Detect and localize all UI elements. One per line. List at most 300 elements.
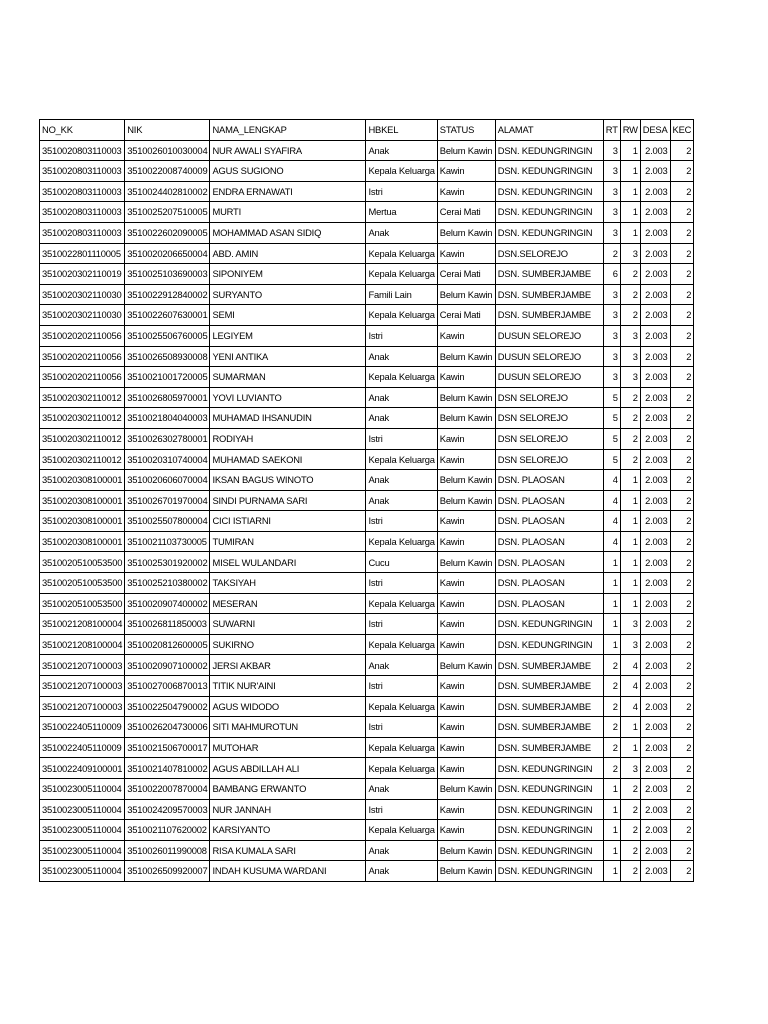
cell-rt: 4 <box>603 470 620 491</box>
cell-hbkel: Kepala Keluarga <box>366 367 437 388</box>
cell-hbkel: Anak <box>366 387 437 408</box>
cell-hbkel: Anak <box>366 779 437 800</box>
cell-rw: 1 <box>620 202 640 223</box>
cell-nik: 3510026508930008 <box>125 346 210 367</box>
spreadsheet-page <box>39 119 694 882</box>
cell-alamat: DSN. SUMBERJAMBE <box>495 737 603 758</box>
cell-hbkel: Istri <box>366 181 437 202</box>
cell-alamat: DUSUN SELOREJO <box>495 346 603 367</box>
cell-alamat: DSN.SELOREJO <box>495 243 603 264</box>
cell-rt: 1 <box>603 593 620 614</box>
cell-nama-lengkap: MURTI <box>210 202 366 223</box>
cell-desa: 2.003 <box>640 367 670 388</box>
cell-nama-lengkap: YENI ANTIKA <box>210 346 366 367</box>
cell-rt: 5 <box>603 449 620 470</box>
cell-hbkel: Famili Lain <box>366 284 437 305</box>
cell-nik: 3510026011990008 <box>125 840 210 861</box>
cell-kec: 2 <box>670 325 694 346</box>
cell-alamat: DSN. KEDUNGRINGIN <box>495 181 603 202</box>
cell-desa: 2.003 <box>640 140 670 161</box>
cell-alamat: DSN. KEDUNGRINGIN <box>495 161 603 182</box>
cell-rt: 1 <box>603 820 620 841</box>
cell-no-kk: 3510020302110012 <box>40 387 125 408</box>
cell-hbkel: Kepala Keluarga <box>366 449 437 470</box>
cell-nik: 3510021804040003 <box>125 408 210 429</box>
cell-no-kk: 3510023005110004 <box>40 861 125 882</box>
cell-rw: 1 <box>620 222 640 243</box>
table-row <box>40 758 694 779</box>
cell-status: Kawin <box>437 449 495 470</box>
cell-kec: 2 <box>670 799 694 820</box>
cell-nik: 3510021001720005 <box>125 367 210 388</box>
table-row <box>40 305 694 326</box>
cell-kec: 2 <box>670 181 694 202</box>
cell-desa: 2.003 <box>640 779 670 800</box>
cell-status: Kawin <box>437 758 495 779</box>
cell-rw: 1 <box>620 552 640 573</box>
cell-hbkel: Anak <box>366 490 437 511</box>
table-row <box>40 284 694 305</box>
cell-no-kk: 3510021207100003 <box>40 696 125 717</box>
cell-rw: 1 <box>620 593 640 614</box>
cell-alamat: DSN. SUMBERJAMBE <box>495 655 603 676</box>
cell-nama-lengkap: ENDRA ERNAWATI <box>210 181 366 202</box>
cell-hbkel: Kepala Keluarga <box>366 264 437 285</box>
cell-rw: 2 <box>620 449 640 470</box>
cell-rt: 1 <box>603 614 620 635</box>
cell-kec: 2 <box>670 367 694 388</box>
cell-nik: 3510026010030004 <box>125 140 210 161</box>
cell-desa: 2.003 <box>640 737 670 758</box>
cell-rt: 1 <box>603 799 620 820</box>
cell-status: Kawin <box>437 676 495 697</box>
cell-status: Belum Kawin <box>437 346 495 367</box>
table-row <box>40 799 694 820</box>
cell-kec: 2 <box>670 346 694 367</box>
cell-hbkel: Mertua <box>366 202 437 223</box>
cell-no-kk: 3510020302110012 <box>40 449 125 470</box>
cell-hbkel: Kepala Keluarga <box>366 758 437 779</box>
cell-no-kk: 3510022405110009 <box>40 737 125 758</box>
cell-hbkel: Anak <box>366 470 437 491</box>
cell-rw: 1 <box>620 573 640 594</box>
cell-no-kk: 3510020202110056 <box>40 325 125 346</box>
cell-kec: 2 <box>670 202 694 223</box>
cell-nik: 3510025506760005 <box>125 325 210 346</box>
cell-rt: 2 <box>603 243 620 264</box>
cell-hbkel: Istri <box>366 717 437 738</box>
cell-hbkel: Istri <box>366 511 437 532</box>
cell-rt: 3 <box>603 367 620 388</box>
cell-status: Kawin <box>437 634 495 655</box>
cell-nama-lengkap: MESERAN <box>210 593 366 614</box>
cell-kec: 2 <box>670 573 694 594</box>
cell-rt: 1 <box>603 573 620 594</box>
cell-alamat: DSN. KEDUNGRINGIN <box>495 799 603 820</box>
cell-rw: 2 <box>620 305 640 326</box>
cell-alamat: DUSUN SELOREJO <box>495 325 603 346</box>
cell-hbkel: Anak <box>366 222 437 243</box>
cell-rt: 1 <box>603 634 620 655</box>
cell-nama-lengkap: AGUS WIDODO <box>210 696 366 717</box>
cell-nik: 3510022504790002 <box>125 696 210 717</box>
cell-status: Belum Kawin <box>437 140 495 161</box>
cell-desa: 2.003 <box>640 387 670 408</box>
cell-rw: 1 <box>620 181 640 202</box>
cell-rt: 3 <box>603 140 620 161</box>
header-hbkel: HBKEL <box>366 120 437 141</box>
cell-kec: 2 <box>670 593 694 614</box>
cell-hbkel: Kepala Keluarga <box>366 531 437 552</box>
cell-hbkel: Istri <box>366 614 437 635</box>
cell-nama-lengkap: AGUS ABDILLAH ALI <box>210 758 366 779</box>
cell-no-kk: 3510020302110030 <box>40 305 125 326</box>
cell-desa: 2.003 <box>640 181 670 202</box>
table-row <box>40 593 694 614</box>
cell-hbkel: Anak <box>366 861 437 882</box>
table-row <box>40 737 694 758</box>
cell-status: Kawin <box>437 737 495 758</box>
cell-desa: 2.003 <box>640 531 670 552</box>
cell-desa: 2.003 <box>640 161 670 182</box>
cell-status: Kawin <box>437 367 495 388</box>
cell-status: Kawin <box>437 243 495 264</box>
cell-nama-lengkap: YOVI LUVIANTO <box>210 387 366 408</box>
cell-kec: 2 <box>670 140 694 161</box>
cell-nama-lengkap: CICI ISTIARNI <box>210 511 366 532</box>
cell-rt: 4 <box>603 490 620 511</box>
cell-nik: 3510021107620002 <box>125 820 210 841</box>
cell-status: Kawin <box>437 531 495 552</box>
cell-rt: 3 <box>603 222 620 243</box>
cell-nik: 3510020310740004 <box>125 449 210 470</box>
cell-nik: 3510020606070004 <box>125 470 210 491</box>
cell-desa: 2.003 <box>640 614 670 635</box>
cell-hbkel: Anak <box>366 346 437 367</box>
cell-status: Belum Kawin <box>437 655 495 676</box>
cell-hbkel: Istri <box>366 573 437 594</box>
cell-nama-lengkap: RISA KUMALA SARI <box>210 840 366 861</box>
cell-nik: 3510021407810002 <box>125 758 210 779</box>
cell-rw: 2 <box>620 820 640 841</box>
cell-nik: 3510025207510005 <box>125 202 210 223</box>
header-kec: KEC <box>670 120 694 141</box>
cell-kec: 2 <box>670 737 694 758</box>
cell-nama-lengkap: MUHAMAD SAEKONI <box>210 449 366 470</box>
cell-nama-lengkap: BAMBANG ERWANTO <box>210 779 366 800</box>
cell-kec: 2 <box>670 408 694 429</box>
cell-no-kk: 3510023005110004 <box>40 799 125 820</box>
header-nama-lengkap: NAMA_LENGKAP <box>210 120 366 141</box>
cell-nik: 3510021506700017 <box>125 737 210 758</box>
cell-status: Kawin <box>437 593 495 614</box>
cell-alamat: DSN. KEDUNGRINGIN <box>495 820 603 841</box>
cell-hbkel: Cucu <box>366 552 437 573</box>
table-row <box>40 717 694 738</box>
cell-nama-lengkap: JERSI AKBAR <box>210 655 366 676</box>
cell-status: Belum Kawin <box>437 552 495 573</box>
cell-kec: 2 <box>670 387 694 408</box>
table-row <box>40 614 694 635</box>
cell-desa: 2.003 <box>640 696 670 717</box>
cell-nik: 3510026302780001 <box>125 428 210 449</box>
cell-no-kk: 3510020510053500 <box>40 593 125 614</box>
cell-nama-lengkap: SEMI <box>210 305 366 326</box>
cell-no-kk: 3510020803110003 <box>40 161 125 182</box>
cell-nik: 3510022007870004 <box>125 779 210 800</box>
cell-alamat: DSN. KEDUNGRINGIN <box>495 758 603 779</box>
cell-rt: 2 <box>603 737 620 758</box>
table-row <box>40 449 694 470</box>
cell-nama-lengkap: SIPONIYEM <box>210 264 366 285</box>
cell-nama-lengkap: LEGIYEM <box>210 325 366 346</box>
table-row <box>40 531 694 552</box>
cell-no-kk: 3510022409100001 <box>40 758 125 779</box>
table-row <box>40 573 694 594</box>
cell-desa: 2.003 <box>640 717 670 738</box>
table-row <box>40 387 694 408</box>
cell-rw: 3 <box>620 243 640 264</box>
cell-rw: 3 <box>620 634 640 655</box>
cell-desa: 2.003 <box>640 655 670 676</box>
cell-kec: 2 <box>670 676 694 697</box>
cell-rt: 3 <box>603 181 620 202</box>
cell-status: Kawin <box>437 799 495 820</box>
cell-rt: 6 <box>603 264 620 285</box>
cell-no-kk: 3510020803110003 <box>40 222 125 243</box>
cell-nik: 3510026805970001 <box>125 387 210 408</box>
cell-no-kk: 3510020803110003 <box>40 181 125 202</box>
cell-nama-lengkap: RODIYAH <box>210 428 366 449</box>
cell-nik: 3510025301920002 <box>125 552 210 573</box>
cell-nik: 3510024209570003 <box>125 799 210 820</box>
cell-kec: 2 <box>670 470 694 491</box>
cell-status: Belum Kawin <box>437 840 495 861</box>
cell-no-kk: 3510023005110004 <box>40 820 125 841</box>
cell-no-kk: 3510020510053500 <box>40 552 125 573</box>
table-row <box>40 181 694 202</box>
cell-nik: 3510024402810002 <box>125 181 210 202</box>
header-rt: RT <box>603 120 620 141</box>
cell-status: Kawin <box>437 820 495 841</box>
table-row <box>40 779 694 800</box>
cell-rw: 1 <box>620 490 640 511</box>
cell-rt: 3 <box>603 284 620 305</box>
cell-nama-lengkap: TUMIRAN <box>210 531 366 552</box>
cell-nik: 3510021103730005 <box>125 531 210 552</box>
cell-desa: 2.003 <box>640 222 670 243</box>
header-alamat: ALAMAT <box>495 120 603 141</box>
header-no-kk: NO_KK <box>40 120 125 141</box>
cell-kec: 2 <box>670 161 694 182</box>
cell-no-kk: 3510020302110019 <box>40 264 125 285</box>
cell-desa: 2.003 <box>640 490 670 511</box>
cell-nik: 3510025210380002 <box>125 573 210 594</box>
cell-kec: 2 <box>670 840 694 861</box>
table-row <box>40 470 694 491</box>
cell-alamat: DSN. PLAOSAN <box>495 552 603 573</box>
cell-no-kk: 3510021207100003 <box>40 676 125 697</box>
cell-status: Belum Kawin <box>437 490 495 511</box>
cell-status: Kawin <box>437 573 495 594</box>
cell-desa: 2.003 <box>640 243 670 264</box>
cell-rw: 4 <box>620 696 640 717</box>
cell-no-kk: 3510020202110056 <box>40 346 125 367</box>
cell-kec: 2 <box>670 779 694 800</box>
cell-alamat: DSN. KEDUNGRINGIN <box>495 222 603 243</box>
table-row <box>40 634 694 655</box>
cell-hbkel: Kepala Keluarga <box>366 737 437 758</box>
cell-rw: 2 <box>620 861 640 882</box>
cell-rt: 1 <box>603 840 620 861</box>
cell-desa: 2.003 <box>640 758 670 779</box>
cell-nama-lengkap: MOHAMMAD ASAN SIDIQ <box>210 222 366 243</box>
cell-desa: 2.003 <box>640 593 670 614</box>
cell-rw: 3 <box>620 614 640 635</box>
cell-rt: 1 <box>603 779 620 800</box>
cell-no-kk: 3510022405110009 <box>40 717 125 738</box>
cell-hbkel: Kepala Keluarga <box>366 305 437 326</box>
table-row <box>40 552 694 573</box>
cell-status: Kawin <box>437 511 495 532</box>
cell-desa: 2.003 <box>640 346 670 367</box>
cell-alamat: DSN. KEDUNGRINGIN <box>495 634 603 655</box>
cell-desa: 2.003 <box>640 573 670 594</box>
table-row <box>40 655 694 676</box>
cell-rt: 2 <box>603 676 620 697</box>
cell-alamat: DSN SELOREJO <box>495 449 603 470</box>
cell-rt: 5 <box>603 408 620 429</box>
cell-alamat: DSN. KEDUNGRINGIN <box>495 779 603 800</box>
cell-alamat: DSN. SUMBERJAMBE <box>495 676 603 697</box>
cell-desa: 2.003 <box>640 552 670 573</box>
cell-desa: 2.003 <box>640 449 670 470</box>
cell-desa: 2.003 <box>640 470 670 491</box>
cell-hbkel: Kepala Keluarga <box>366 634 437 655</box>
header-nik: NIK <box>125 120 210 141</box>
cell-nik: 3510022008740009 <box>125 161 210 182</box>
table-row <box>40 222 694 243</box>
cell-nik: 3510020907100002 <box>125 655 210 676</box>
cell-rw: 1 <box>620 511 640 532</box>
cell-status: Cerai Mati <box>437 264 495 285</box>
cell-kec: 2 <box>670 305 694 326</box>
cell-rt: 3 <box>603 305 620 326</box>
table-row <box>40 325 694 346</box>
header-desa: DESA <box>640 120 670 141</box>
cell-status: Belum Kawin <box>437 861 495 882</box>
cell-rw: 2 <box>620 284 640 305</box>
header-rw: RW <box>620 120 640 141</box>
cell-nik: 3510027006870013 <box>125 676 210 697</box>
cell-desa: 2.003 <box>640 799 670 820</box>
cell-desa: 2.003 <box>640 325 670 346</box>
cell-nama-lengkap: SUWARNI <box>210 614 366 635</box>
cell-alamat: DSN SELOREJO <box>495 408 603 429</box>
cell-alamat: DSN. PLAOSAN <box>495 511 603 532</box>
table-row <box>40 820 694 841</box>
cell-rw: 2 <box>620 387 640 408</box>
table-row <box>40 511 694 532</box>
cell-status: Kawin <box>437 717 495 738</box>
cell-no-kk: 3510020202110056 <box>40 367 125 388</box>
cell-alamat: DSN. SUMBERJAMBE <box>495 284 603 305</box>
cell-kec: 2 <box>670 758 694 779</box>
cell-rw: 2 <box>620 840 640 861</box>
cell-rt: 5 <box>603 387 620 408</box>
cell-desa: 2.003 <box>640 634 670 655</box>
cell-alamat: DSN. SUMBERJAMBE <box>495 264 603 285</box>
table-row <box>40 861 694 882</box>
cell-nama-lengkap: SURYANTO <box>210 284 366 305</box>
cell-kec: 2 <box>670 511 694 532</box>
table-row <box>40 408 694 429</box>
cell-hbkel: Istri <box>366 799 437 820</box>
cell-nama-lengkap: MUHAMAD IHSANUDIN <box>210 408 366 429</box>
cell-rt: 4 <box>603 511 620 532</box>
cell-desa: 2.003 <box>640 284 670 305</box>
cell-rw: 2 <box>620 264 640 285</box>
table-row <box>40 367 694 388</box>
cell-status: Kawin <box>437 428 495 449</box>
cell-rt: 3 <box>603 346 620 367</box>
cell-nama-lengkap: SITI MAHMUROTUN <box>210 717 366 738</box>
cell-rw: 1 <box>620 737 640 758</box>
cell-alamat: DSN. PLAOSAN <box>495 593 603 614</box>
cell-rw: 2 <box>620 428 640 449</box>
cell-alamat: DSN. KEDUNGRINGIN <box>495 861 603 882</box>
cell-hbkel: Anak <box>366 840 437 861</box>
cell-alamat: DSN. KEDUNGRINGIN <box>495 614 603 635</box>
header-row <box>40 120 694 141</box>
cell-nik: 3510020206650004 <box>125 243 210 264</box>
cell-desa: 2.003 <box>640 408 670 429</box>
cell-desa: 2.003 <box>640 840 670 861</box>
cell-alamat: DSN. SUMBERJAMBE <box>495 717 603 738</box>
cell-no-kk: 3510020510053500 <box>40 573 125 594</box>
cell-rt: 2 <box>603 758 620 779</box>
table-row <box>40 264 694 285</box>
cell-no-kk: 3510020302110030 <box>40 284 125 305</box>
cell-kec: 2 <box>670 222 694 243</box>
cell-rt: 3 <box>603 161 620 182</box>
cell-nama-lengkap: KARSIYANTO <box>210 820 366 841</box>
cell-kec: 2 <box>670 614 694 635</box>
cell-nik: 3510026701970004 <box>125 490 210 511</box>
cell-status: Belum Kawin <box>437 387 495 408</box>
cell-desa: 2.003 <box>640 861 670 882</box>
cell-status: Kawin <box>437 696 495 717</box>
cell-nama-lengkap: SUMARMAN <box>210 367 366 388</box>
cell-hbkel: Anak <box>366 408 437 429</box>
cell-nik: 3510020812600005 <box>125 634 210 655</box>
cell-rt: 3 <box>603 325 620 346</box>
header-status: STATUS <box>437 120 495 141</box>
cell-nama-lengkap: NUR AWALI SYAFIRA <box>210 140 366 161</box>
cell-nama-lengkap: SUKIRNO <box>210 634 366 655</box>
cell-nik: 3510026204730006 <box>125 717 210 738</box>
cell-desa: 2.003 <box>640 820 670 841</box>
cell-kec: 2 <box>670 531 694 552</box>
cell-hbkel: Kepala Keluarga <box>366 696 437 717</box>
table-row <box>40 202 694 223</box>
cell-rw: 3 <box>620 758 640 779</box>
table-row <box>40 840 694 861</box>
cell-no-kk: 3510020803110003 <box>40 140 125 161</box>
cell-alamat: DSN SELOREJO <box>495 428 603 449</box>
cell-nik: 3510025103690003 <box>125 264 210 285</box>
cell-status: Kawin <box>437 614 495 635</box>
